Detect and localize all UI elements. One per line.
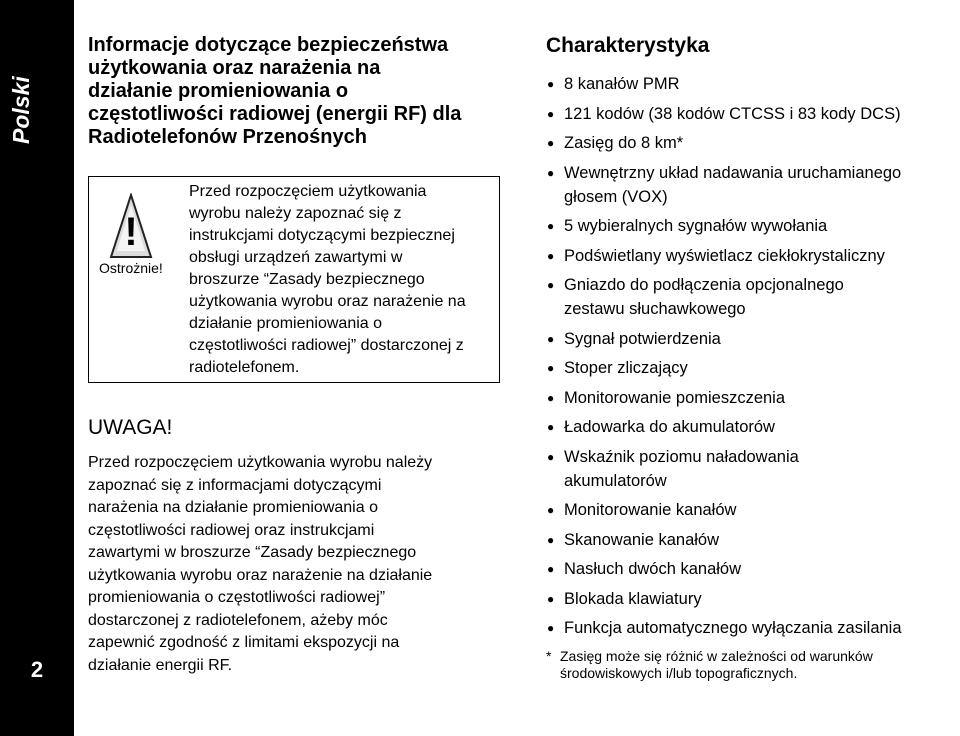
caution-marker xyxy=(89,177,175,382)
caution-text xyxy=(189,181,501,379)
feature-item xyxy=(546,616,960,640)
feature-text: 8 kanałów PMR xyxy=(564,75,680,93)
page-number: 2 xyxy=(30,657,44,682)
bullet-icon: ● xyxy=(547,106,555,121)
feature-text: Wskaźnik poziomu naładowania xyxy=(564,447,799,466)
bullet-icon: ● xyxy=(547,77,555,91)
features-title: Charakterystyka xyxy=(546,34,710,57)
caution-label: Ostrożnie! xyxy=(99,260,163,276)
warning-line: Przed rozpoczęciem użytkowania wyrobu należy xyxy=(88,454,433,471)
bullet-icon: ● xyxy=(547,503,555,517)
bullet-icon: ● xyxy=(547,532,555,547)
caution-line: działanie promieniowania o xyxy=(189,315,383,332)
feature-text: Monitorowanie pomieszczenia xyxy=(564,388,786,407)
feature-text: Zasięg do 8 km* xyxy=(564,134,684,152)
bullet-icon: ● xyxy=(547,165,555,180)
caution-line: instrukcjami dotyczącymi bezpiecznej xyxy=(189,227,455,244)
features-list xyxy=(546,72,960,640)
feature-item xyxy=(546,356,960,380)
warning-exclamation-glyph: ! xyxy=(124,210,138,254)
feature-text: Nasłuch dwóch kanałów xyxy=(564,560,742,578)
feature-item xyxy=(546,131,960,155)
caution-line: użytkowania wyrobu oraz narażenie na xyxy=(189,293,466,310)
feature-item xyxy=(546,102,960,126)
language-label: Polski xyxy=(8,76,34,144)
feature-item xyxy=(546,327,960,351)
safety-title-line: Radiotelefonów Przenośnych xyxy=(88,126,367,148)
caution-line: radiotelefonem. xyxy=(189,359,300,376)
safety-title-line: Informacje dotyczące bezpieczeństwa xyxy=(88,34,449,56)
warning-line: użytkowania wyrobu oraz narażenie na działanie xyxy=(88,566,433,584)
feature-text: Blokada klawiatury xyxy=(564,589,702,608)
bullet-icon: ● xyxy=(547,562,555,576)
safety-title xyxy=(88,34,518,149)
feature-text: 121 kodów (38 kodów CTCSS i 83 kody DCS) xyxy=(564,104,901,123)
sidebar xyxy=(0,0,74,736)
feature-text: akumulatorów xyxy=(564,471,667,490)
left-column xyxy=(88,34,518,149)
bullet-icon: ● xyxy=(547,219,555,233)
feature-item xyxy=(546,386,960,410)
feature-item xyxy=(546,214,960,238)
feature-item xyxy=(546,161,960,209)
feature-item xyxy=(546,273,960,321)
feature-text: Skanowanie kanałów xyxy=(564,530,720,549)
caution-line: obsługi urządzeń zawartymi w xyxy=(189,249,403,266)
right-column xyxy=(546,34,960,646)
warning-heading: UWAGA! xyxy=(88,416,173,439)
warning-line: zapewnić zgodność z limitami ekspozycji na xyxy=(88,634,400,651)
bullet-icon: ● xyxy=(547,248,555,263)
warning-line: narażenia na działanie promieniowania o xyxy=(88,499,378,516)
feature-text: Podświetlany wyświetlacz ciekłokrystaliczny xyxy=(564,246,885,265)
feature-item xyxy=(546,498,960,522)
safety-title-line: częstotliwości radiowej (energii RF) dla xyxy=(88,103,462,125)
warning-body xyxy=(88,452,488,677)
warning-line: dostarczonej z radiotelefonem, ażeby móc xyxy=(88,611,388,629)
safety-title-line: użytkowania oraz narażenia na xyxy=(88,57,381,79)
feature-text: Sygnał potwierdzenia xyxy=(564,329,721,348)
warning-line: zapoznać się z informacjami dotyczącymi xyxy=(88,476,382,494)
warning-line: działanie energii RF. xyxy=(88,656,233,674)
feature-item xyxy=(546,528,960,552)
footnote-line: Zasięg może się różnić w zależności od warunków xyxy=(560,648,873,664)
caution-line: broszurze “Zasady bezpiecznego xyxy=(189,271,425,288)
bullet-icon: ● xyxy=(547,331,555,346)
caution-box xyxy=(88,176,500,383)
footnote-marker: * xyxy=(546,648,552,664)
feature-item xyxy=(546,445,960,493)
bullet-icon: ● xyxy=(547,390,555,405)
warning-triangle-icon xyxy=(109,193,153,259)
feature-text: Stoper zliczający xyxy=(564,359,688,377)
footnote xyxy=(546,648,956,682)
feature-item xyxy=(546,72,960,96)
bullet-icon: ● xyxy=(547,621,555,635)
feature-text: Funkcja automatycznego wyłączania zasilania xyxy=(564,619,902,637)
bullet-icon: ● xyxy=(547,449,555,464)
caution-line: częstotliwości radiowej” dostarczonej z xyxy=(189,337,464,354)
feature-text: Ładowarka do akumulatorów xyxy=(564,418,775,436)
footnote-line: środowiskowych i/lub topograficznych. xyxy=(560,665,798,681)
warning-line: zawartymi w broszurze “Zasady bezpiecznego xyxy=(88,544,417,561)
feature-item xyxy=(546,587,960,611)
feature-text: Gniazdo do podłączenia opcjonalnego xyxy=(564,276,844,294)
bullet-icon: ● xyxy=(547,278,555,292)
bullet-icon: ● xyxy=(547,591,555,606)
feature-text: 5 wybieralnych sygnałów wywołania xyxy=(564,217,828,235)
feature-text: zestawu słuchawkowego xyxy=(564,300,746,318)
warning-line: częstotliwości radiowej oraz instrukcjami xyxy=(88,521,375,539)
warning-line: promieniowania o częstotliwości radiowej” xyxy=(88,589,386,606)
bullet-icon: ● xyxy=(547,420,555,434)
caution-line: Przed rozpoczęciem użytkowania xyxy=(189,183,427,200)
feature-text: Monitorowanie kanałów xyxy=(564,501,737,519)
feature-item xyxy=(546,244,960,268)
feature-text: głosem (VOX) xyxy=(564,187,668,206)
bullet-icon: ● xyxy=(547,136,555,150)
feature-text: Wewnętrzny układ nadawania uruchamianego xyxy=(564,163,902,182)
caution-line: wyrobu należy zapoznać się z xyxy=(189,205,402,222)
feature-item xyxy=(546,557,960,581)
safety-title-line: działanie promieniowania o xyxy=(88,80,349,102)
bullet-icon: ● xyxy=(547,361,555,375)
feature-item xyxy=(546,415,960,439)
